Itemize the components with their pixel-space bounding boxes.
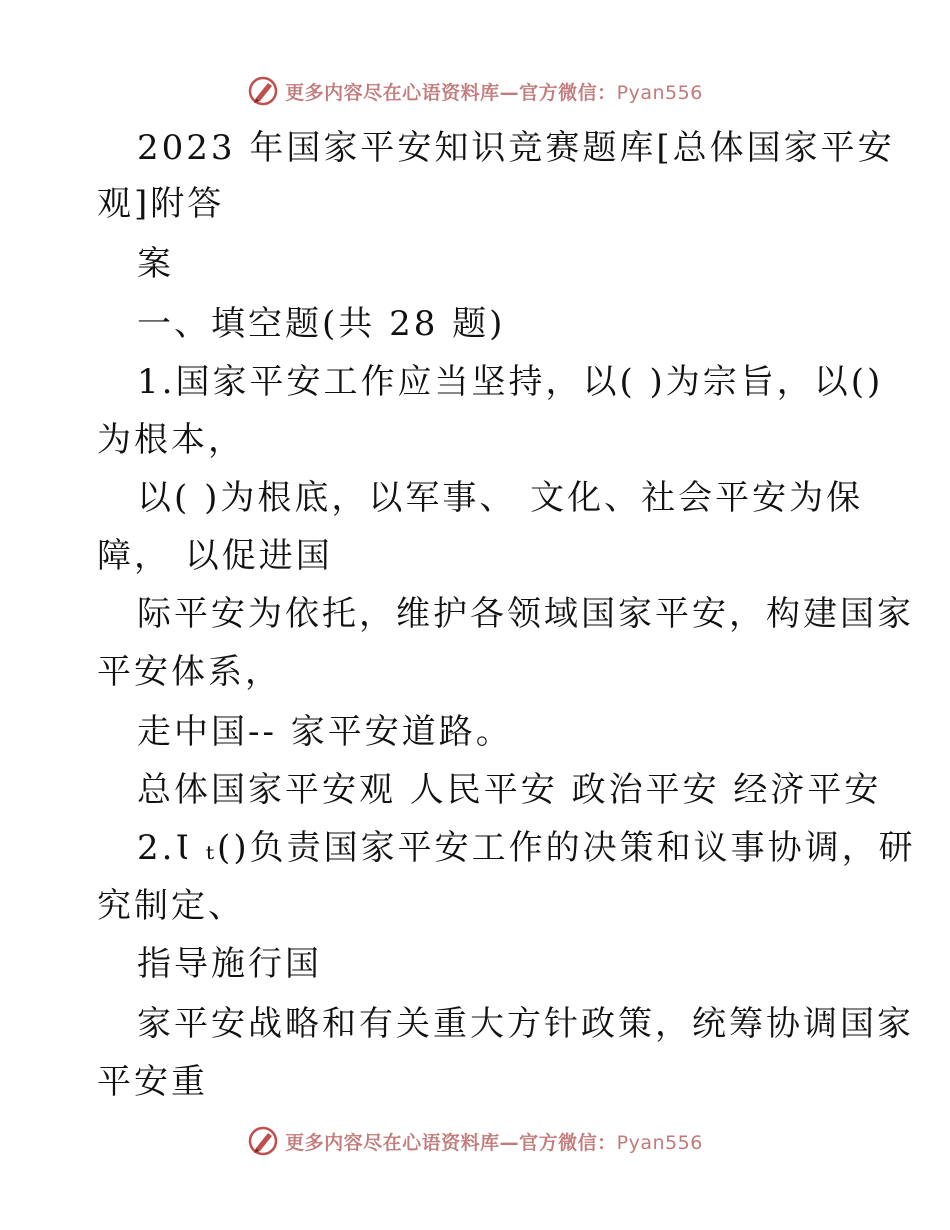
pen-logo-icon	[247, 1125, 279, 1157]
watermark-text: 更多内容尽在心语资料库—官方微信：Pyan556	[285, 81, 703, 104]
doc-line: 平安重	[97, 1062, 208, 1102]
doc-line: 以( )为根底，以军事、 文化、社会平安为保	[137, 478, 864, 518]
doc-line: 指导施行国	[137, 944, 322, 984]
doc-line: 平安体系，	[97, 652, 282, 692]
watermark-text: 更多内容尽在心语资料库—官方微信：Pyan556	[285, 1131, 703, 1154]
doc-line: 总体国家平安观 人民平安 政治平安 经济平安	[137, 770, 882, 810]
doc-line: 际平安为依托，维护各领域国家平安，构建国家	[137, 594, 914, 634]
doc-line: 一、填空题(共 28 题)	[137, 304, 506, 344]
doc-line: 走中国-- 家平安道路。	[137, 712, 513, 752]
doc-line: 家平安战略和有关重大方针政策，统筹协调国家	[137, 1004, 914, 1044]
doc-line: 1.国家平安工作应当坚持，以( )为宗旨，以()	[137, 362, 884, 402]
doc-line: 观]附答	[97, 184, 225, 224]
doc-line: 为根本，	[97, 420, 245, 460]
doc-line: 2.Ɩ ₜ()负责国家平安工作的决策和议事协调，研	[137, 828, 916, 868]
doc-line: 案	[137, 244, 174, 284]
watermark-footer	[0, 1121, 950, 1161]
doc-line: 2023 年国家平安知识竞赛题库[总体国家平安	[137, 128, 895, 168]
doc-line: 究制定、	[97, 886, 245, 926]
doc-line: 障， 以促进国	[97, 536, 333, 576]
